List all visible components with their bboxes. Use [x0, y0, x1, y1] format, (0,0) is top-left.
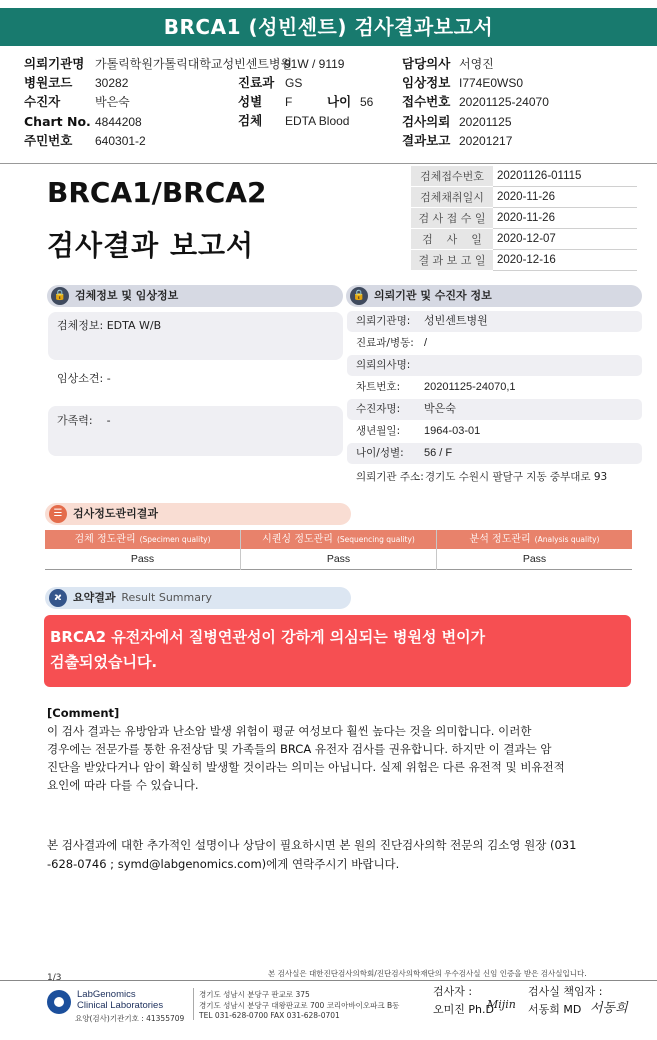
record-label: 검체채취일시: [411, 187, 493, 208]
specimen-info-box: 검체정보: EDTA W/B: [48, 312, 343, 360]
comment-line: 이 검사 결과는 유방암과 난소암 발생 위험이 평균 여성보다 훨씬 높다는 것을 의미합니다. 이러한: [47, 724, 532, 738]
record-value: 2020-12-07: [493, 229, 637, 250]
summary-title-en: Result Summary: [121, 591, 213, 604]
age-value: 56: [360, 95, 374, 109]
institution-number: 요양(검사)기관기호 : 41355709: [75, 1014, 185, 1023]
hospital-code-label: 병원코드: [24, 75, 73, 90]
dept-label: 진료과: [238, 75, 275, 90]
specimen-section-title: 검체정보 및 임상정보: [75, 289, 179, 302]
logo-name: LabGenomics: [77, 989, 136, 1000]
footer-address: 경기도 성남시 분당구 판교로 375: [199, 990, 310, 999]
qc-value: Pass: [522, 553, 547, 565]
qc-header-analysis: [437, 530, 632, 549]
org-row: [347, 443, 642, 464]
tester-label: 검사자 :: [433, 985, 473, 998]
chief-signature: 서동희: [590, 1001, 628, 1016]
ward-value: 91W / 9119: [284, 57, 345, 71]
record-label: 결 과 보 고 일: [411, 250, 493, 271]
record-label: 검 사 일: [411, 229, 493, 250]
summary-section-header: [45, 587, 351, 609]
org-row-label: 의뢰기관명:: [356, 315, 411, 327]
org-row: [347, 333, 642, 354]
footer-contact: TEL 031-628-0700 FAX 031-628-0701: [199, 1011, 340, 1020]
org-row-label: 진료과/병동:: [356, 337, 414, 349]
receipt-value: 20201125-24070: [459, 95, 549, 109]
org-address-value: 경기도 수원시 팔달구 지동 중부대로 93: [425, 471, 608, 483]
report-title-bar: BRCA1 (성빈센트) 검사결과보고서: [0, 8, 657, 46]
org-row: [347, 399, 642, 420]
qc-header-sequencing: [241, 530, 436, 549]
org-address-row: [347, 467, 642, 488]
report-date-label: 결과보고: [402, 133, 451, 148]
comment-heading: [Comment]: [47, 706, 120, 720]
labgenomics-logo-icon: [47, 990, 71, 1014]
tester-name: 오미진 Ph.D: [433, 1003, 494, 1016]
qc-section-title: 검사정도관리결과: [73, 507, 159, 520]
chart-label: Chart No.: [24, 114, 91, 129]
record-label: 검체접수번호: [411, 166, 493, 187]
qc-divider: [436, 530, 437, 570]
org-row-label: 차트번호:: [356, 381, 401, 393]
record-value: 2020-11-26: [493, 208, 637, 229]
org-row-value: 박은숙: [424, 403, 456, 415]
certification-note: 본 검사실은 대한진단검사의학회/진단검사의학재단의 우수검사실 신임 인증을 받은 검사실입니다.: [268, 969, 587, 978]
report-date-value: 20201217: [459, 134, 513, 148]
hospital-code-value: 30282: [95, 76, 129, 90]
qc-header-ko: 검체 정도관리: [74, 534, 136, 545]
qc-value: Pass: [130, 553, 155, 565]
sex-value: F: [285, 95, 293, 109]
record-value: 20201126-01115: [493, 166, 637, 187]
qc-table-row: [45, 549, 632, 570]
qc-header-ko: 분석 정도관리: [469, 534, 531, 545]
ribbon-icon: ϰ: [49, 589, 67, 607]
footer-separator: [193, 988, 194, 1020]
qc-table-header: [45, 530, 632, 549]
contact-line: -628-0746 ; symd@labgenomics.com)에게 연락주시기 바랍니다.: [47, 857, 400, 871]
org-row-value: 20201125-24070,1: [424, 381, 516, 393]
org-row-label: 생년월일:: [356, 425, 401, 437]
chief-name: 서동희 MD: [528, 1003, 582, 1016]
org-row-value: 1964-03-01: [424, 425, 481, 437]
patient-info-grid: [0, 52, 657, 164]
patient-label: 수진자: [24, 94, 61, 109]
report-heading-genes: BRCA1/BRCA2: [47, 176, 267, 209]
specimen-value: EDTA Blood: [285, 114, 350, 128]
qc-header-en: (Analysis quality): [534, 535, 600, 544]
ordering-org-value: 가톨릭학원가톨릭대학교성빈센트병원: [95, 57, 293, 71]
qc-header-ko: 시퀀싱 정도관리: [262, 534, 333, 545]
resident-label: 주민번호: [24, 133, 73, 148]
org-row: [347, 355, 642, 376]
lock-icon: 🔒: [350, 287, 368, 305]
contact-line: 본 검사결과에 대한 추가적인 설명이나 상담이 필요하시면 본 원의 진단검사의학 전문의 김소영 원장 (031: [47, 838, 577, 852]
record-value: 2020-11-26: [493, 187, 637, 208]
record-value: 2020-12-16: [493, 250, 637, 271]
clipboard-icon: ☰: [49, 505, 67, 523]
specimen-label: 검체: [238, 113, 263, 128]
org-row-label: 나이/성별:: [356, 447, 404, 459]
family-history-box: 가족력: -: [48, 406, 343, 456]
report-heading-title: 검사결과 보고서: [47, 229, 255, 262]
doctor-label: 담당의사: [402, 56, 451, 71]
result-summary-box: [44, 615, 631, 687]
comment-line: 요인에 따라 다를 수 있습니다.: [47, 778, 199, 792]
record-row: [411, 250, 637, 271]
result-summary-line: 검출되었습니다.: [50, 653, 158, 671]
doctor-value: 서영진: [459, 57, 494, 71]
comment-line: 진단을 받았다거나 암이 확실히 발생할 것이라는 의미는 아닙니다. 실제 위험은 다른 유전적 및 비유전적: [47, 760, 565, 774]
logo-subname: Clinical Laboratories: [77, 1000, 164, 1011]
ordering-org-label: 의뢰기관명: [24, 56, 85, 71]
contact-note: [47, 836, 637, 874]
qc-header-specimen: [45, 530, 240, 549]
record-label: 검 사 접 수 일: [411, 208, 493, 229]
record-row: [411, 166, 637, 187]
chief-label: 검사실 책임자 :: [528, 985, 603, 998]
request-label: 검사의뢰: [402, 114, 451, 129]
clinical-findings: 임상소견: -: [57, 372, 111, 385]
lock-icon: 🔒: [51, 287, 69, 305]
clinical-label: 임상정보: [402, 75, 451, 90]
org-row: [347, 377, 642, 398]
sex-label: 성별: [238, 94, 263, 109]
clinical-value: I774E0WS0: [459, 76, 524, 90]
dept-value: GS: [285, 76, 303, 90]
org-row-label: 의뢰의사명:: [356, 359, 411, 371]
org-row: [347, 421, 642, 442]
footer-divider: [0, 980, 657, 981]
org-row-value: 성빈센트병원: [424, 315, 488, 327]
org-section-title: 의뢰기관 및 수진자 정보: [374, 289, 492, 302]
org-section-header: [346, 285, 642, 307]
record-row: [411, 229, 637, 250]
patient-value: 박은숙: [95, 95, 130, 109]
specimen-record-table: [411, 166, 637, 271]
age-label: 나이: [327, 94, 352, 109]
summary-title-ko: 요약결과: [73, 591, 116, 604]
org-row: [347, 311, 642, 332]
receipt-label: 접수번호: [402, 94, 451, 109]
qc-divider: [240, 530, 241, 570]
comment-line: 경우에는 전문가를 통한 유전상담 및 가족들의 BRCA 유전자 검사를 권유합니다. 하지만 이 결과는 암: [47, 742, 552, 756]
result-summary-line: BRCA2 유전자에서 질병연관성이 강하게 의심되는 병원성 변이가: [50, 628, 486, 646]
qc-header-en: (Sequencing quality): [336, 535, 415, 544]
qc-section-header: [45, 503, 351, 525]
org-row-value: /: [424, 337, 428, 349]
resident-value: 640301-2: [95, 134, 146, 148]
request-value: 20201125: [459, 115, 512, 129]
footer-address: 경기도 성남시 분당구 대왕판교로 700 코리아바이오파크 B동: [199, 1001, 400, 1010]
org-row-label: 수진자명:: [356, 403, 401, 415]
qc-header-en: (Specimen quality): [139, 535, 211, 544]
org-row-value: 56 / F: [424, 447, 453, 459]
tester-signature: Mijin: [487, 998, 516, 1011]
page-number: 1/3: [47, 973, 62, 983]
org-address-label: 의뢰기관 주소:: [356, 471, 424, 483]
summary-section-title: [73, 587, 212, 609]
specimen-section-header: [47, 285, 343, 307]
qc-value: Pass: [326, 553, 351, 565]
record-row: [411, 208, 637, 229]
chart-value: 4844208: [95, 115, 142, 129]
record-row: [411, 187, 637, 208]
